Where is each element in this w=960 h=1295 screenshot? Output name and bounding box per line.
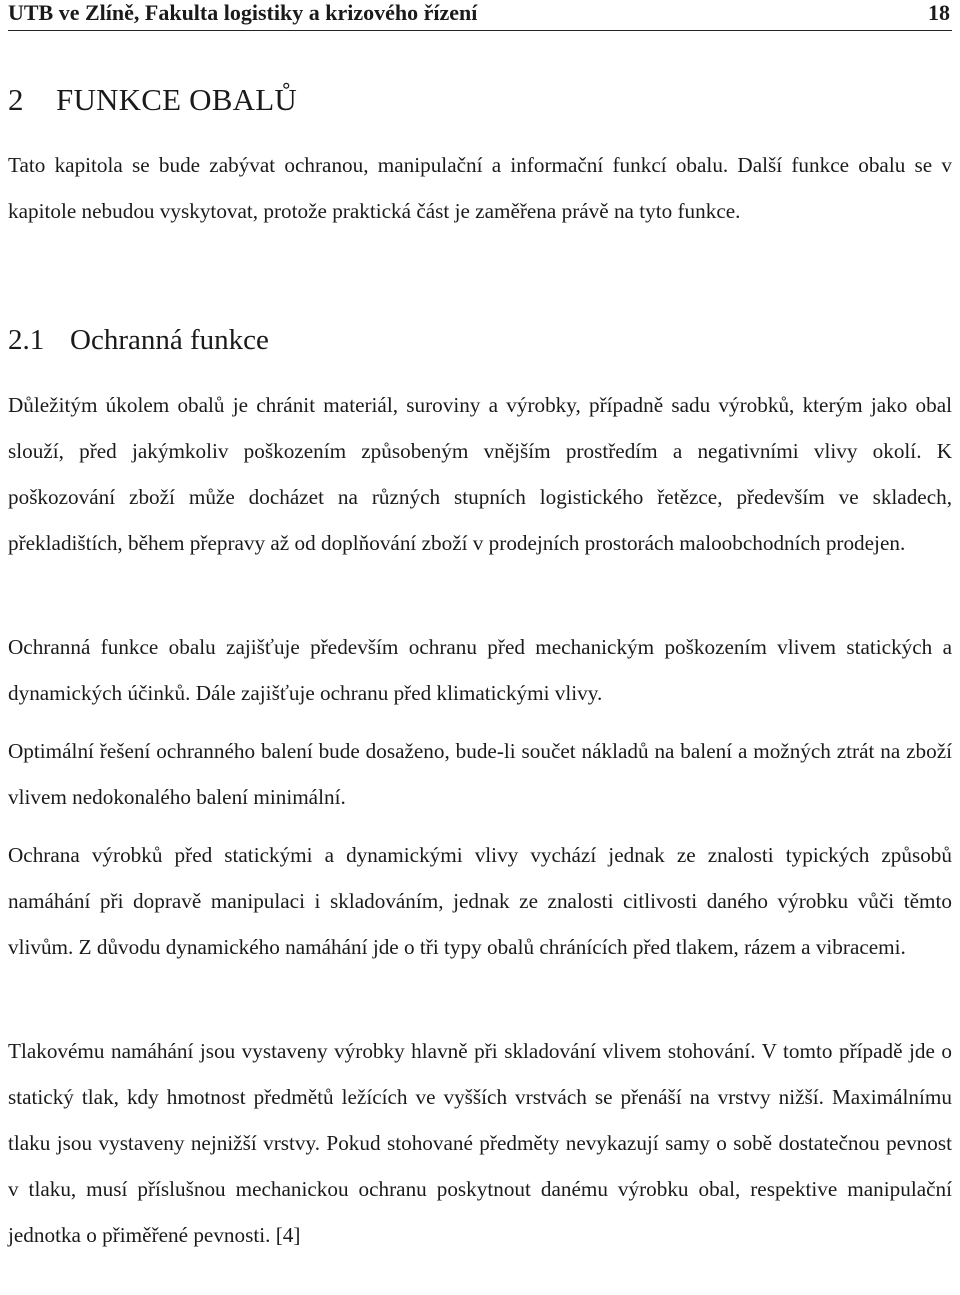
chapter-number: 2 [8, 82, 24, 117]
body-paragraph: Ochrana výrobků před statickými a dynamickými vlivy vychází jednak ze znalosti typických způsobů namáhání při dopravě manipulaci i skladováním, jednak ze znalosti citlivosti daného výrobku vůči těmto vlivům. Z důvodu dynamického namáhání jde o tři typy obalů chránících před tlakem, rázem a vibracemi. [8, 843, 952, 959]
header-title: UTB ve Zlíně, Fakulta logistiky a krizového řízení [8, 0, 478, 25]
section-heading [8, 320, 269, 360]
page-number: 18 [928, 0, 950, 25]
chapter-title-text: FUNKCE OBALŮ [56, 82, 297, 117]
intro-paragraph: Tato kapitola se bude zabývat ochranou, manipulační a informační funkcí obalu. Další funkce obalu se v kapitole nebudou vyskytovat, protože praktická část je zaměřena právě na tyto funkce. [8, 153, 952, 223]
body-paragraph: Ochranná funkce obalu zajišťuje především ochranu před mechanickým poškozením vlivem statických a dynamických účinků. Dále zajišťuje ochranu před klimatickými vlivy. [8, 635, 952, 705]
running-header [8, 0, 952, 31]
chapter-heading [8, 80, 297, 120]
section-title-text: Ochranná funkce [70, 324, 269, 356]
body-paragraph: Důležitým úkolem obalů je chránit materiál, suroviny a výrobky, případně sadu výrobků, kterým jako obal slouží, před jakýmkoliv poškozením způsobeným vnějším prostředím a negativními vlivy okolí. K poškozování zboží může docházet na různých stupních logistického řetězce, především ve skladech, překladištích, během přepravy až od doplňování zboží v prodejních prostorách maloobchodních prodejen. [8, 393, 952, 555]
body-paragraph: Optimální řešení ochranného balení bude dosaženo, bude-li součet nákladů na balení a možných ztrát na zboží vlivem nedokonalého balení minimální. [8, 739, 952, 809]
section-number: 2.1 [8, 324, 45, 356]
body-paragraph: Tlakovému namáhání jsou vystaveny výrobky hlavně při skladování vlivem stohování. V tomto případě jde o statický tlak, kdy hmotnost předmětů ležících ve vyšších vrstvách se přenáší na vrstvy nižší. Maximálnímu tlaku jsou vystaveny nejnižší vrstvy. Pokud stohované předměty nevykazují samy o sobě dostatečnou pevnost v tlaku, musí příslušnou mechanickou ochranu poskytnout danému výrobku obal, respektive manipulační jednotka o přiměřené pevnosti. [4] [8, 1039, 952, 1247]
